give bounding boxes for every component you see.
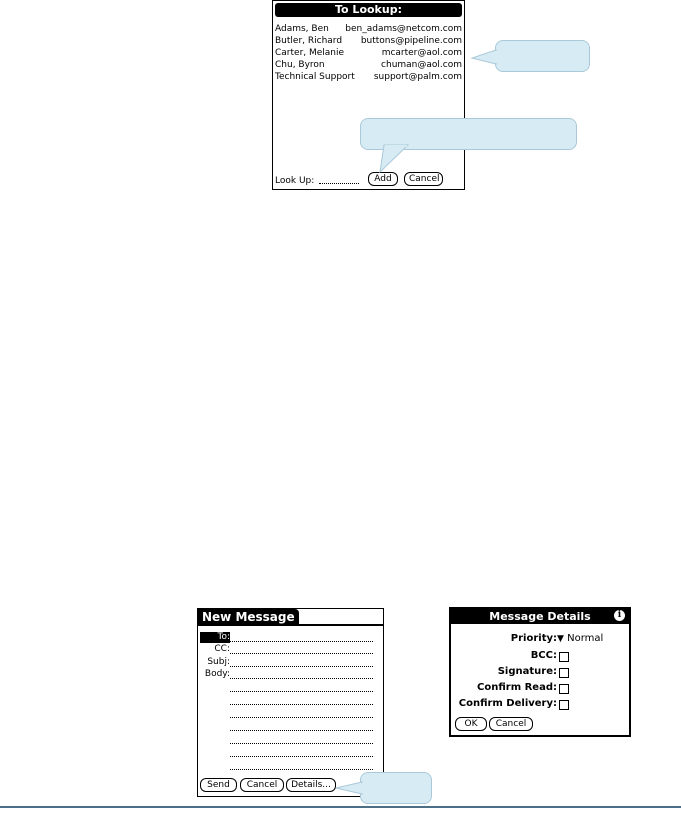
body-line[interactable] [230,743,373,744]
callout-pointer [378,144,414,174]
details-button[interactable]: Details... [286,778,336,792]
chevron-down-icon: ▼ [557,634,564,644]
priority-selector[interactable] [557,633,603,645]
body-line[interactable] [230,691,373,692]
contact-name: Butler, Richard [275,36,343,46]
confirm-read-checkbox[interactable] [559,684,569,694]
contact-row[interactable] [275,59,462,71]
confirm-read-label: Confirm Read: [477,682,557,693]
info-icon[interactable]: i [614,610,625,621]
send-button[interactable]: Send [200,778,237,792]
subj-field-label[interactable]: Subj: [207,657,230,667]
contact-name: Carter, Melanie [275,48,345,58]
contact-email: mcarter@aol.com [381,48,462,58]
cancel-button[interactable]: Cancel [404,172,443,186]
callout-details-button [360,772,432,804]
to-field-label[interactable]: To: [200,632,230,643]
body-line[interactable] [230,717,373,718]
contact-email: chuman@aol.com [381,60,462,70]
callout-pointer [334,781,364,795]
signature-checkbox[interactable] [559,668,569,678]
contact-name: Adams, Ben [275,24,329,34]
contact-name: Technical Support [275,72,355,82]
confirm-delivery-label: Confirm Delivery: [458,698,557,709]
title-underline [198,624,383,626]
bcc-label: BCC: [530,650,557,661]
to-lookup-dialog [272,0,465,190]
message-details-title: Message Details [451,609,629,624]
new-message-screen [197,608,384,797]
contact-row[interactable] [275,71,462,83]
add-button[interactable]: Add [368,172,398,186]
cancel-button[interactable]: Cancel [240,778,284,792]
body-field-label[interactable]: Body: [204,669,230,679]
cc-field-label[interactable]: CC: [214,644,230,654]
priority-value: Normal [567,633,604,644]
cancel-button[interactable]: Cancel [489,717,533,731]
body-field[interactable] [230,678,373,679]
body-line[interactable] [230,730,373,731]
contact-email: buttons@pipeline.com [360,36,462,46]
contact-email: support@palm.com [373,72,462,82]
contact-row[interactable] [275,47,462,59]
to-lookup-title: To Lookup: [275,3,462,17]
to-field[interactable] [230,641,373,642]
contact-row[interactable] [275,35,462,47]
body-line[interactable] [230,756,373,757]
contact-name: Chu, Byron [275,60,325,70]
contact-row[interactable] [275,23,462,35]
new-message-title: New Message [198,609,299,625]
signature-label: Signature: [497,666,557,677]
look-up-field[interactable] [319,183,359,184]
confirm-delivery-checkbox[interactable] [559,700,569,710]
callout-pointer [470,48,500,68]
look-up-label: Look Up: [275,176,315,186]
footer-divider [0,806,681,808]
cc-field[interactable] [230,653,373,654]
message-details-dialog [449,607,631,737]
body-line[interactable] [230,704,373,705]
priority-label: Priority: [510,633,557,644]
body-line[interactable] [230,769,373,770]
bcc-checkbox[interactable] [559,652,569,662]
callout-contact-list [495,40,590,72]
contact-email: ben_adams@netcom.com [345,24,462,34]
ok-button[interactable]: OK [455,717,487,731]
contact-list [275,23,462,83]
subj-field[interactable] [230,666,373,667]
